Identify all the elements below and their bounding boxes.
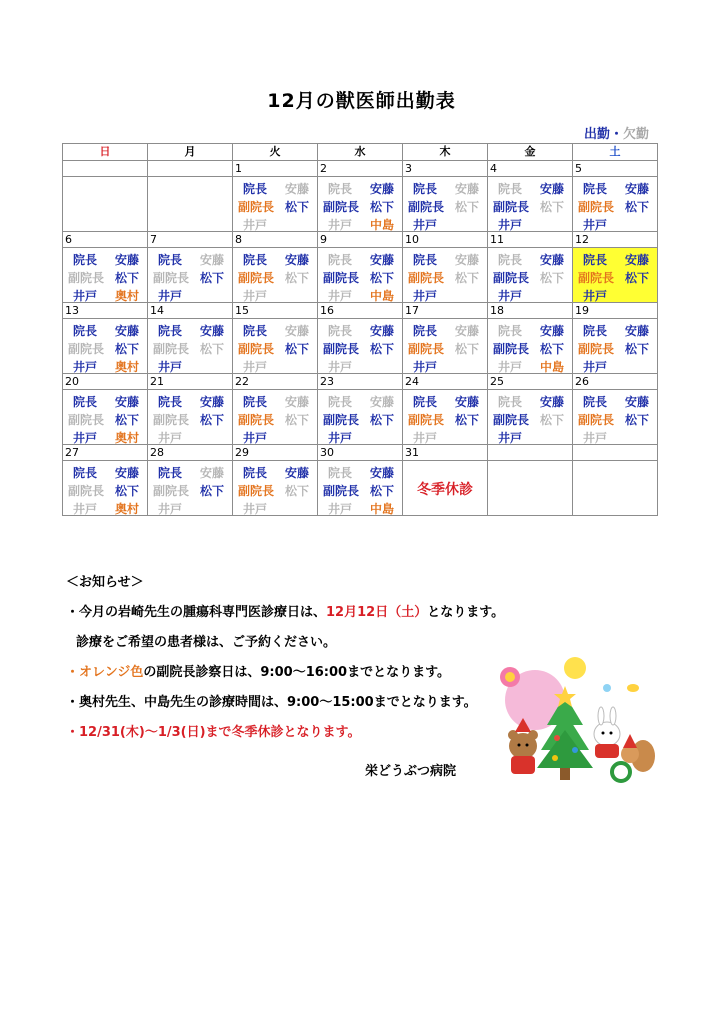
notice-text: ・今月の岩崎先生の腫瘍科専門医診療日は、 xyxy=(66,605,327,620)
day-number xyxy=(148,161,233,177)
day-number: 10 xyxy=(403,232,488,248)
notice-bullet: ・ xyxy=(66,665,80,680)
day-number: 4 xyxy=(488,161,573,177)
staff-ido: 井戸 xyxy=(583,218,608,232)
week-1-dates xyxy=(63,161,658,177)
day-number: 8 xyxy=(233,232,318,248)
director-label: 院長 xyxy=(73,324,98,338)
day-cell-21 xyxy=(148,390,233,445)
vice-director-label: 副院長 xyxy=(578,271,615,285)
staff-ando: 安藤 xyxy=(454,182,479,196)
staff-ando: 安藤 xyxy=(369,253,394,267)
staff-matsushita: 松下 xyxy=(369,271,394,285)
notice-text: の副院長診察日は、9:00～16:00までとなります。 xyxy=(143,665,451,680)
staff-matsushita: 松下 xyxy=(284,200,309,214)
staff-ido: 井戸 xyxy=(328,431,353,445)
day-number: 29 xyxy=(233,445,318,461)
day-cell-9 xyxy=(318,248,403,303)
staff-matsushita: 松下 xyxy=(454,413,479,427)
director-label: 院長 xyxy=(328,182,353,196)
day-number: 31 xyxy=(403,445,488,461)
staff-ido: 井戸 xyxy=(413,289,438,303)
staff-ando: 安藤 xyxy=(284,182,309,196)
weekday-thu: 木 xyxy=(403,144,488,161)
staff-ando: 安藤 xyxy=(624,182,649,196)
director-label: 院長 xyxy=(583,182,608,196)
weekday-sat: 土 xyxy=(573,144,658,161)
day-cell-24 xyxy=(403,390,488,445)
day-number: 6 xyxy=(63,232,148,248)
staff-ido: 井戸 xyxy=(498,218,523,232)
director-label: 院長 xyxy=(413,182,438,196)
vice-director-label: 副院長 xyxy=(493,413,530,427)
day-number: 26 xyxy=(573,374,658,390)
day-number: 25 xyxy=(488,374,573,390)
hospital-name: 栄どうぶつ病院 xyxy=(365,764,457,779)
day-number: 11 xyxy=(488,232,573,248)
director-label: 院長 xyxy=(413,324,438,338)
vice-director-label: 副院長 xyxy=(493,200,530,214)
day-number: 5 xyxy=(573,161,658,177)
director-label: 院長 xyxy=(158,253,183,267)
vice-director-label: 副院長 xyxy=(153,342,190,356)
staff-ando: 安藤 xyxy=(369,466,394,480)
staff-ando: 安藤 xyxy=(624,324,649,338)
director-label: 院長 xyxy=(583,395,608,409)
staff-matsushita: 松下 xyxy=(284,271,309,285)
vice-director-label: 副院長 xyxy=(408,271,445,285)
staff-matsushita: 松下 xyxy=(369,484,394,498)
day-cell-18 xyxy=(488,319,573,374)
week-1-staff xyxy=(63,177,658,232)
staff-matsushita: 松下 xyxy=(199,484,224,498)
day-cell-28 xyxy=(148,461,233,516)
staff-ando: 安藤 xyxy=(454,253,479,267)
day-cell-17 xyxy=(403,319,488,374)
day-cell-3 xyxy=(403,177,488,232)
staff-ando: 安藤 xyxy=(114,395,139,409)
staff-okumura: 奥村 xyxy=(114,289,139,303)
day-cell-13 xyxy=(63,319,148,374)
vice-director-label: 副院長 xyxy=(408,200,445,214)
director-label: 院長 xyxy=(413,395,438,409)
notice-line-reservation: 診療をご希望の患者様は、ご予約ください。 xyxy=(76,635,337,650)
weekday-mon: 月 xyxy=(148,144,233,161)
day-number: 13 xyxy=(63,303,148,319)
staff-ando: 安藤 xyxy=(539,253,564,267)
day-cell-4 xyxy=(488,177,573,232)
staff-matsushita: 松下 xyxy=(114,342,139,356)
director-label: 院長 xyxy=(73,395,98,409)
day-cell-31 xyxy=(403,461,488,516)
vice-director-label: 副院長 xyxy=(323,200,360,214)
director-label: 院長 xyxy=(498,395,523,409)
director-label: 院長 xyxy=(73,253,98,267)
staff-ando: 安藤 xyxy=(284,466,309,480)
attendance-legend xyxy=(584,123,649,142)
day-cell-26 xyxy=(573,390,658,445)
day-number: 20 xyxy=(63,374,148,390)
director-label: 院長 xyxy=(498,253,523,267)
weekday-wed: 水 xyxy=(318,144,403,161)
staff-ido: 井戸 xyxy=(413,218,438,232)
staff-ido: 井戸 xyxy=(73,289,98,303)
staff-ido: 井戸 xyxy=(498,360,523,374)
legend-absent: 欠勤 xyxy=(622,127,649,142)
day-number: 16 xyxy=(318,303,403,319)
day-cell-10 xyxy=(403,248,488,303)
staff-matsushita: 松下 xyxy=(199,413,224,427)
day-cell-22 xyxy=(233,390,318,445)
notice-text: となります。 xyxy=(427,605,505,620)
day-number: 27 xyxy=(63,445,148,461)
staff-okumura: 奥村 xyxy=(114,431,139,445)
day-number: 22 xyxy=(233,374,318,390)
vice-director-label: 副院長 xyxy=(578,413,615,427)
vice-director-label: 副院長 xyxy=(238,271,275,285)
day-number xyxy=(63,161,148,177)
staff-ando: 安藤 xyxy=(369,395,394,409)
director-label: 院長 xyxy=(243,324,268,338)
staff-matsushita: 松下 xyxy=(454,342,479,356)
day-number: 28 xyxy=(148,445,233,461)
director-label: 院長 xyxy=(73,466,98,480)
day-cell-8 xyxy=(233,248,318,303)
day-cell-6 xyxy=(63,248,148,303)
staff-ido: 井戸 xyxy=(243,360,268,374)
notice-line-winter-closure: ・12/31(木)～1/3(日)まで冬季休診となります。 xyxy=(66,725,361,740)
staff-ido: 井戸 xyxy=(498,431,523,445)
staff-ido: 井戸 xyxy=(328,289,353,303)
vice-director-label: 副院長 xyxy=(578,342,615,356)
staff-ando: 安藤 xyxy=(284,324,309,338)
day-number: 14 xyxy=(148,303,233,319)
vice-director-label: 副院長 xyxy=(323,413,360,427)
staff-ando: 安藤 xyxy=(624,395,649,409)
day-cell-2 xyxy=(318,177,403,232)
director-label: 院長 xyxy=(158,466,183,480)
vice-director-label: 副院長 xyxy=(153,413,190,427)
vice-director-label: 副院長 xyxy=(493,342,530,356)
vice-director-label: 副院長 xyxy=(238,484,275,498)
staff-ido: 井戸 xyxy=(243,502,268,516)
staff-okumura: 奥村 xyxy=(114,360,139,374)
staff-ido: 井戸 xyxy=(413,431,438,445)
vice-director-label: 副院長 xyxy=(578,200,615,214)
week-3-staff xyxy=(63,319,658,374)
staff-okumura: 奥村 xyxy=(114,502,139,516)
director-label: 院長 xyxy=(243,182,268,196)
day-cell-empty xyxy=(148,177,233,232)
staff-ido: 井戸 xyxy=(583,431,608,445)
notice-date-highlight: 12月12日（土） xyxy=(326,605,428,620)
vice-director-label: 副院長 xyxy=(238,200,275,214)
staff-ido: 井戸 xyxy=(413,360,438,374)
staff-ando: 安藤 xyxy=(284,395,309,409)
week-5-staff xyxy=(63,461,658,516)
day-number: 7 xyxy=(148,232,233,248)
day-cell-14 xyxy=(148,319,233,374)
staff-ido: 井戸 xyxy=(73,502,98,516)
staff-matsushita: 松下 xyxy=(624,342,649,356)
day-cell-30 xyxy=(318,461,403,516)
day-number: 2 xyxy=(318,161,403,177)
day-cell-20 xyxy=(63,390,148,445)
day-number: 24 xyxy=(403,374,488,390)
vice-director-label: 副院長 xyxy=(323,342,360,356)
winter-holiday-label: 冬季休診 xyxy=(417,482,473,498)
staff-matsushita: 松下 xyxy=(539,200,564,214)
staff-matsushita: 松下 xyxy=(539,271,564,285)
day-number: 15 xyxy=(233,303,318,319)
vice-director-label: 副院長 xyxy=(153,484,190,498)
staff-ando: 安藤 xyxy=(539,182,564,196)
weekday-tue: 火 xyxy=(233,144,318,161)
staff-ido: 井戸 xyxy=(158,502,183,516)
day-cell-25 xyxy=(488,390,573,445)
staff-ido: 井戸 xyxy=(328,218,353,232)
legend-separator: ・ xyxy=(609,127,623,142)
staff-nakajima: 中島 xyxy=(539,360,564,374)
legend-present: 出勤 xyxy=(583,127,610,142)
director-label: 院長 xyxy=(158,395,183,409)
staff-matsushita: 松下 xyxy=(454,200,479,214)
director-label: 院長 xyxy=(243,395,268,409)
vice-director-label: 副院長 xyxy=(238,413,275,427)
christmas-animals-illustration-icon xyxy=(495,650,665,785)
notice-line-oncology xyxy=(66,598,504,628)
staff-ando: 安藤 xyxy=(199,466,224,480)
staff-matsushita: 松下 xyxy=(624,271,649,285)
staff-matsushita: 松下 xyxy=(369,342,394,356)
staff-ido: 井戸 xyxy=(498,289,523,303)
staff-matsushita: 松下 xyxy=(114,413,139,427)
staff-nakajima: 中島 xyxy=(369,289,394,303)
staff-ando: 安藤 xyxy=(539,395,564,409)
day-number: 9 xyxy=(318,232,403,248)
day-cell-15 xyxy=(233,319,318,374)
staff-nakajima: 中島 xyxy=(369,502,394,516)
director-label: 院長 xyxy=(413,253,438,267)
staff-matsushita: 松下 xyxy=(284,342,309,356)
day-number: 12 xyxy=(573,232,658,248)
staff-matsushita: 松下 xyxy=(369,413,394,427)
director-label: 院長 xyxy=(158,324,183,338)
staff-ido: 井戸 xyxy=(583,289,608,303)
staff-matsushita: 松下 xyxy=(454,271,479,285)
staff-ido: 井戸 xyxy=(73,431,98,445)
staff-matsushita: 松下 xyxy=(199,271,224,285)
staff-matsushita: 松下 xyxy=(284,484,309,498)
vice-director-label: 副院長 xyxy=(68,271,105,285)
page-title: 12月の獣医師出勤表 xyxy=(267,90,456,112)
day-cell-27 xyxy=(63,461,148,516)
notice-orange-label: オレンジ色 xyxy=(79,665,144,680)
day-cell-11 xyxy=(488,248,573,303)
vice-director-label: 副院長 xyxy=(68,413,105,427)
staff-ando: 安藤 xyxy=(199,395,224,409)
notice-heading: ＜お知らせ＞ xyxy=(66,575,144,590)
staff-nakajima: 中島 xyxy=(369,218,394,232)
staff-matsushita: 松下 xyxy=(624,200,649,214)
director-label: 院長 xyxy=(498,324,523,338)
day-number: 18 xyxy=(488,303,573,319)
vice-director-label: 副院長 xyxy=(238,342,275,356)
staff-matsushita: 松下 xyxy=(539,342,564,356)
day-cell-29 xyxy=(233,461,318,516)
day-cell-empty xyxy=(63,177,148,232)
staff-matsushita: 松下 xyxy=(284,413,309,427)
day-cell-23 xyxy=(318,390,403,445)
day-cell-12-highlighted xyxy=(573,248,658,303)
schedule-calendar xyxy=(62,143,658,516)
staff-ando: 安藤 xyxy=(454,395,479,409)
staff-ido: 井戸 xyxy=(158,431,183,445)
staff-ando: 安藤 xyxy=(284,253,309,267)
day-number: 30 xyxy=(318,445,403,461)
day-number: 19 xyxy=(573,303,658,319)
staff-ando: 安藤 xyxy=(114,253,139,267)
vice-director-label: 副院長 xyxy=(323,484,360,498)
vice-director-label: 副院長 xyxy=(408,342,445,356)
staff-ido: 井戸 xyxy=(243,218,268,232)
staff-matsushita: 松下 xyxy=(114,271,139,285)
staff-ido: 井戸 xyxy=(583,360,608,374)
staff-ido: 井戸 xyxy=(158,360,183,374)
staff-ando: 安藤 xyxy=(454,324,479,338)
notice-section xyxy=(66,568,504,748)
staff-ando: 安藤 xyxy=(114,324,139,338)
staff-ando: 安藤 xyxy=(199,324,224,338)
day-number: 1 xyxy=(233,161,318,177)
week-4-staff xyxy=(63,390,658,445)
staff-ido: 井戸 xyxy=(328,360,353,374)
vice-director-label: 副院長 xyxy=(68,342,105,356)
weekday-sun: 日 xyxy=(63,144,148,161)
day-cell-empty xyxy=(488,461,573,516)
director-label: 院長 xyxy=(328,395,353,409)
day-number: 17 xyxy=(403,303,488,319)
day-number: 21 xyxy=(148,374,233,390)
staff-ando: 安藤 xyxy=(539,324,564,338)
staff-ando: 安藤 xyxy=(624,253,649,267)
staff-matsushita: 松下 xyxy=(114,484,139,498)
vice-director-label: 副院長 xyxy=(493,271,530,285)
day-number: 3 xyxy=(403,161,488,177)
day-number: 23 xyxy=(318,374,403,390)
director-label: 院長 xyxy=(243,466,268,480)
director-label: 院長 xyxy=(328,253,353,267)
staff-ido: 井戸 xyxy=(73,360,98,374)
director-label: 院長 xyxy=(328,324,353,338)
staff-ido: 井戸 xyxy=(243,431,268,445)
director-label: 院長 xyxy=(498,182,523,196)
director-label: 院長 xyxy=(243,253,268,267)
staff-ido: 井戸 xyxy=(158,289,183,303)
day-cell-5 xyxy=(573,177,658,232)
vice-director-label: 副院長 xyxy=(68,484,105,498)
vice-director-label: 副院長 xyxy=(153,271,190,285)
day-cell-19 xyxy=(573,319,658,374)
day-cell-empty xyxy=(573,461,658,516)
day-cell-16 xyxy=(318,319,403,374)
staff-ando: 安藤 xyxy=(369,324,394,338)
vice-director-label: 副院長 xyxy=(408,413,445,427)
staff-ando: 安藤 xyxy=(199,253,224,267)
staff-matsushita: 松下 xyxy=(624,413,649,427)
staff-matsushita: 松下 xyxy=(199,342,224,356)
weekday-header-row xyxy=(63,144,658,161)
vice-director-label: 副院長 xyxy=(323,271,360,285)
day-cell-1 xyxy=(233,177,318,232)
director-label: 院長 xyxy=(328,466,353,480)
staff-matsushita: 松下 xyxy=(369,200,394,214)
staff-ando: 安藤 xyxy=(114,466,139,480)
day-cell-7 xyxy=(148,248,233,303)
staff-ando: 安藤 xyxy=(369,182,394,196)
notice-line-part-time-hours: ・奥村先生、中島先生の診療時間は、9:00～15:00までとなります。 xyxy=(66,695,477,710)
notice-line-vice-hours xyxy=(66,658,504,688)
director-label: 院長 xyxy=(583,253,608,267)
week-2-staff xyxy=(63,248,658,303)
director-label: 院長 xyxy=(583,324,608,338)
weekday-fri: 金 xyxy=(488,144,573,161)
staff-ido: 井戸 xyxy=(328,502,353,516)
staff-matsushita: 松下 xyxy=(539,413,564,427)
staff-ido: 井戸 xyxy=(243,289,268,303)
